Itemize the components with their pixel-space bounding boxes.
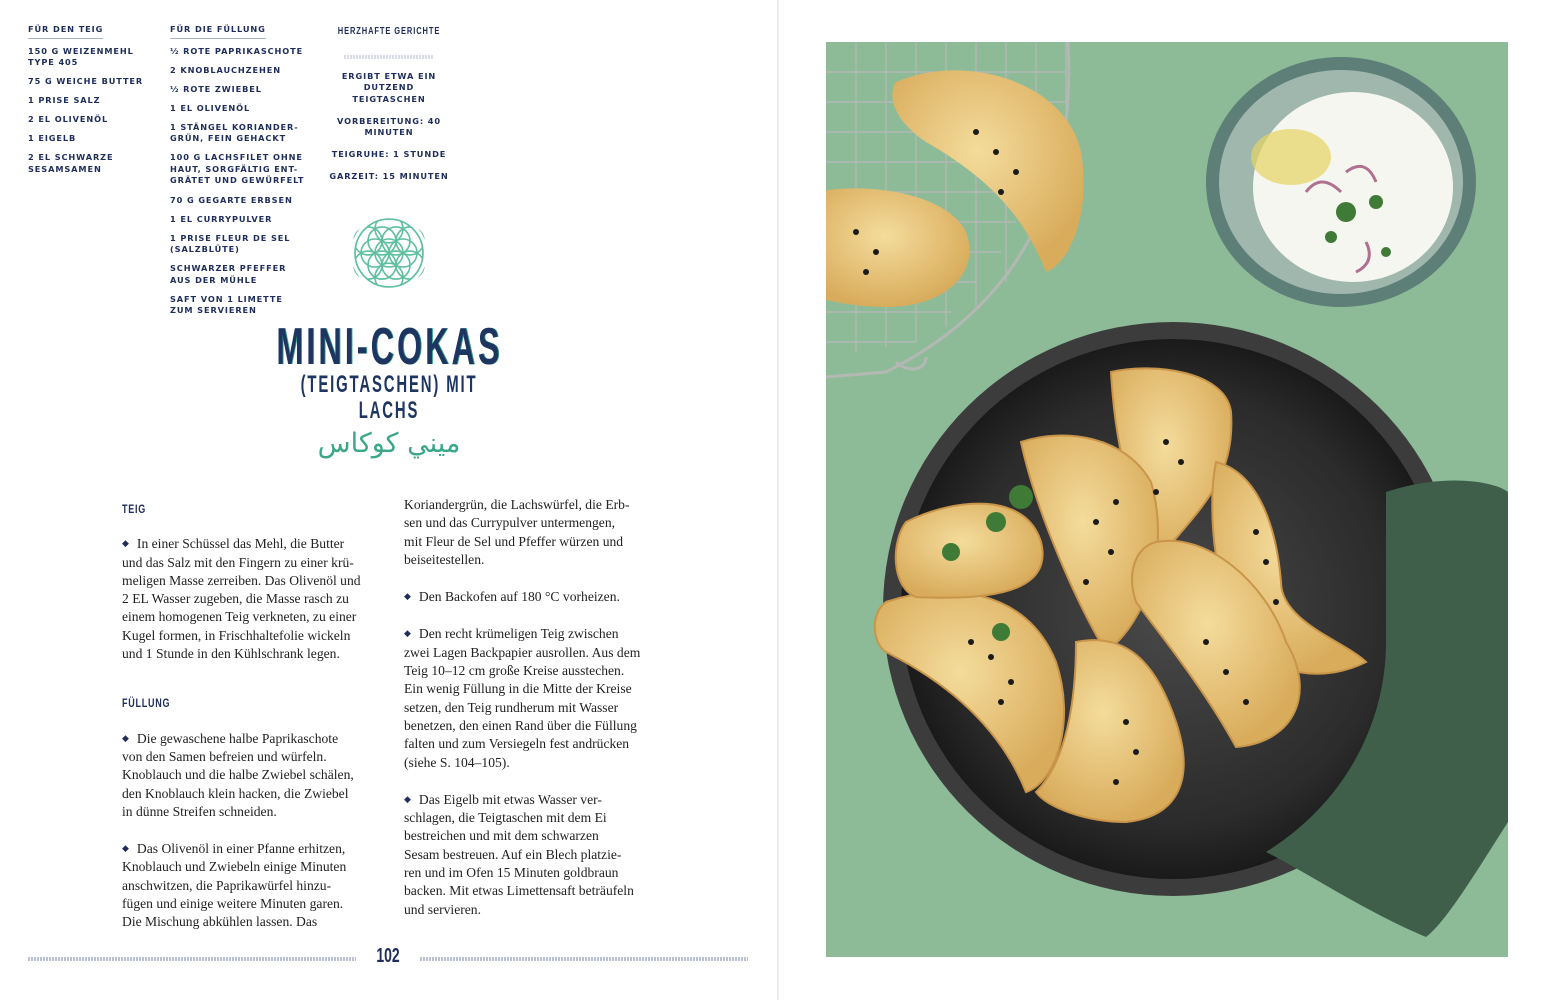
ingredients-filling bbox=[170, 24, 310, 325]
rest-time: TEIGRUHE: 1 STUNDE bbox=[331, 149, 447, 159]
bullet-icon: ◆ bbox=[122, 538, 129, 549]
right-page bbox=[779, 0, 1556, 1000]
title-arabic: ميني كوكاس bbox=[317, 428, 461, 459]
step-paragraph: ◆ Den recht krümeligen Teig zwischen zwei Lagen Backpapier ausrollen. Aus dem Teig 10–12 cm große Kreise ausstechen. Ein wenig Füllung in die Mitte der Kreise setzen, den Teig rundherum mit Wasser benetzen, den einen Rand über die Füllung falten und zum Versiegeln fest andrücken (siehe S. 104–105). bbox=[404, 626, 641, 770]
ingredient-item: 1 PRISE FLEUR DE SEL (SALZBLÜTE) bbox=[170, 232, 291, 255]
ingredient-item: SCHWARZER PFEFFER AUS DER MÜHLE bbox=[170, 263, 287, 285]
bullet-icon: ◆ bbox=[122, 843, 129, 854]
step-paragraph: ◆ Das Olivenöl in einer Pfanne erhitzen, Knoblauch und Zwiebeln einige Minuten anschwitzen, die Paprikawürfel hinzu- fügen und einige weitere Minuten garen. Die Mischung abkühlen lassen. Das bbox=[122, 841, 347, 930]
ingredients-filling-heading: FÜR DIE FÜLLUNG bbox=[170, 24, 266, 39]
title-main: MINI-COKAS bbox=[275, 318, 503, 376]
bullet-icon: ◆ bbox=[122, 732, 129, 743]
ingredient-item: 1 EIGELB bbox=[28, 133, 77, 144]
prep-time: VORBEREITUNG: 40 MINUTEN bbox=[337, 115, 441, 137]
step-paragraph: ◆ Die gewaschene halbe Paprikaschote von den Samen befreien und würfeln. Knoblauch und die halbe Zwiebel schälen, den Knoblauch klein hacken, die Zwiebel in dünne Streifen schneiden. bbox=[122, 730, 354, 819]
ingredient-item: 70 G GEGARTE ERBSEN bbox=[170, 194, 293, 205]
ingredient-item: 1 STÄNGEL KORIANDER- GRÜN, FEIN GEHACKT bbox=[170, 121, 299, 144]
ingredient-item: 150 G WEIZENMEHL TYPE 405 bbox=[28, 45, 134, 67]
ingredient-item: 2 KNOBLAUCHZEHEN bbox=[170, 64, 281, 75]
ingredient-item: 1 PRISE SALZ bbox=[28, 95, 101, 106]
footer-divider-left bbox=[28, 957, 356, 961]
bullet-icon: ◆ bbox=[404, 628, 411, 639]
section-heading-filling: FÜLLUNG bbox=[122, 696, 171, 711]
step-paragraph: ◆ Den Backofen auf 180 °C vorheizen. bbox=[404, 589, 620, 605]
ingredient-item: ½ ROTE ZWIEBEL bbox=[170, 83, 262, 94]
step-paragraph: ◆ Das Eigelb mit etwas Wasser ver- schlagen, die Teigtaschen mit dem Ei bestreichen und mit dem schwarzen Sesam bestreuen. Auf ein Blech platzie- ren und im Ofen 15 Minuten goldbraun backen. Mit etwas Limettensaft beträufeln und servieren. bbox=[404, 791, 634, 917]
category-label: HERZHAFTE GERICHTE bbox=[337, 26, 441, 37]
decorative-divider bbox=[344, 55, 434, 59]
ingredient-item: 2 EL SCHWARZE SESAMSAMEN bbox=[28, 152, 114, 174]
ingredient-item: ½ ROTE PAPRIKASCHOTE bbox=[170, 45, 304, 56]
ingredients-dough bbox=[28, 24, 158, 183]
ingredient-item: 2 EL OLIVENÖL bbox=[28, 114, 109, 125]
section-heading-dough: TEIG bbox=[122, 502, 147, 516]
bullet-icon: ◆ bbox=[404, 591, 411, 602]
page-number: 102 bbox=[376, 945, 400, 967]
ingredients-dough-heading: FÜR DEN TEIG bbox=[28, 24, 103, 39]
title-sub: (TEIGTASCHEN) MIT LACHS bbox=[300, 371, 478, 424]
ingredient-item: 75 G WEICHE BUTTER bbox=[28, 76, 144, 87]
recipe-title bbox=[200, 318, 578, 464]
bullet-icon: ◆ bbox=[404, 793, 411, 804]
instructions-column-1 bbox=[122, 500, 378, 932]
yield-info: ERGIBT ETWA EIN DUTZEND TEIGTASCHEN bbox=[341, 70, 437, 104]
ingredient-item: SAFT VON 1 LIMETTE ZUM SERVIEREN bbox=[170, 293, 283, 316]
footer-divider-right bbox=[420, 957, 748, 961]
cook-time: GARZEIT: 15 MINUTEN bbox=[329, 171, 449, 181]
ingredient-item: 1 EL OLIVENÖL bbox=[170, 102, 251, 113]
step-paragraph-continued: Koriandergrün, die Lachswürfel, die Erb- sen und das Currypulver untermengen, mit Fleur de Sel und Pfeffer würzen und beiseitestellen. bbox=[404, 497, 630, 567]
step-paragraph: ◆ In einer Schüssel das Mehl, die Butter und das Salz mit den Fingern zu einer krü- meligen Masse zerreiben. Das Olivenöl und 2 EL Wasser zugeben, die Masse rasch zu einem homogenen Teig verkneten, zu einer Kugel formen, in Frischhaltefolie wickeln und 1 Stunde in den Kühlschrank legen. bbox=[122, 536, 361, 662]
ingredient-item: 100 G LACHSFILET OHNE HAUT, SORGFÄLTIG ENT- GRÄTET UND GEWÜRFELT bbox=[170, 152, 305, 186]
instructions-column-2 bbox=[404, 496, 660, 919]
ingredient-item: 1 EL CURRYPULVER bbox=[170, 213, 273, 224]
recipe-info bbox=[316, 26, 462, 193]
food-photo-icon bbox=[826, 42, 1508, 957]
flower-of-life-emblem-icon bbox=[353, 217, 425, 289]
